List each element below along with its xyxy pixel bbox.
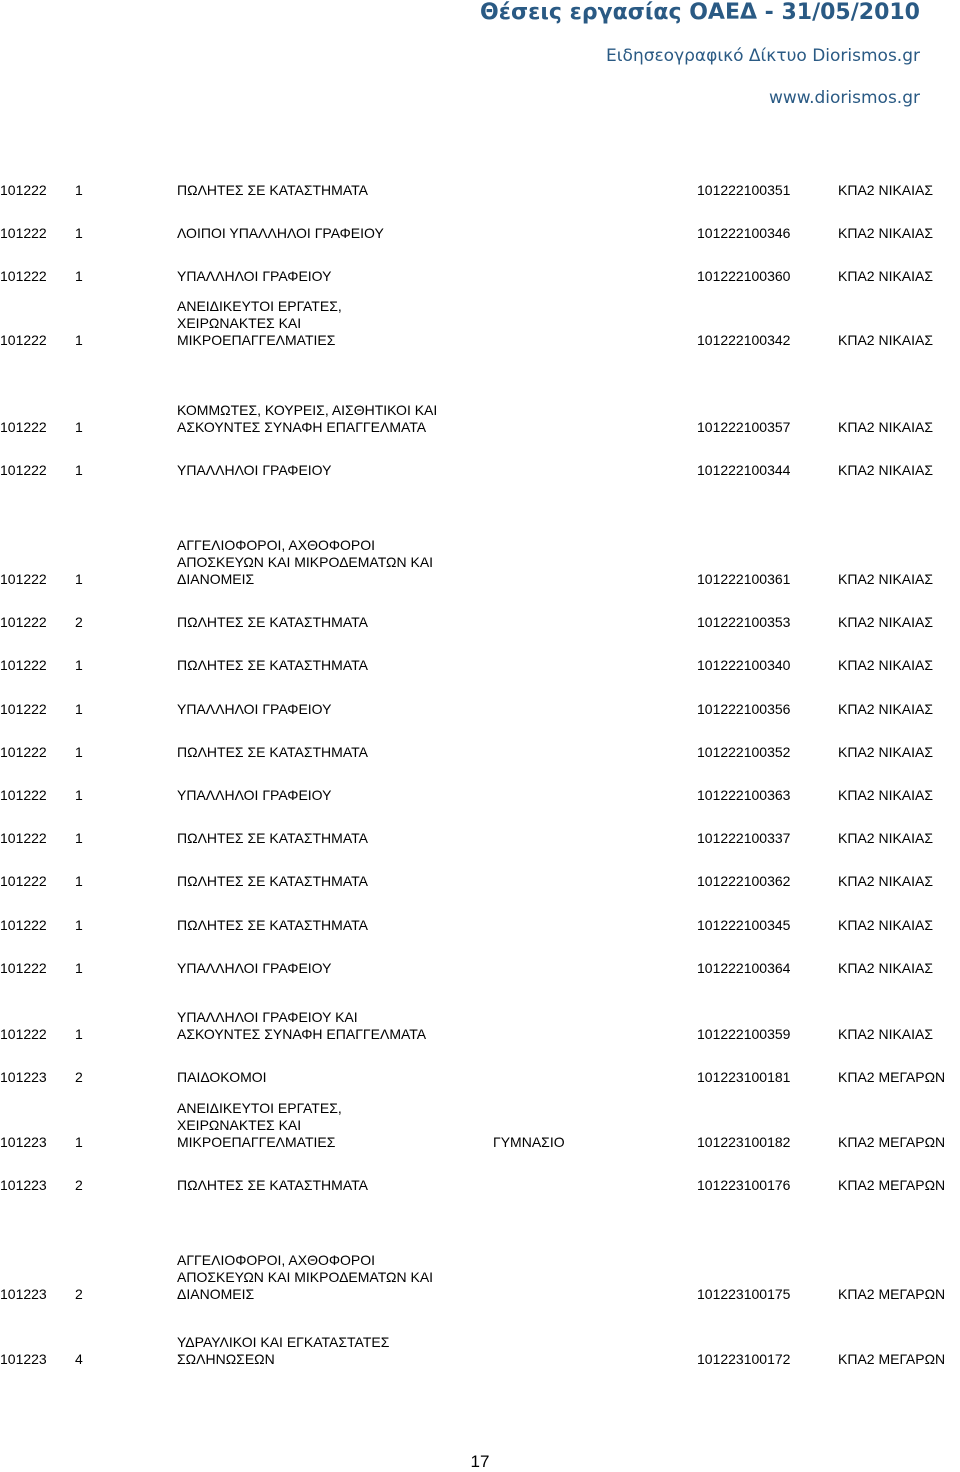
row-id: 101222100340 xyxy=(697,657,791,673)
row-code: 101222 xyxy=(0,960,47,976)
row-code: 101222 xyxy=(0,462,47,478)
row-title xyxy=(177,298,342,349)
row-count: 2 xyxy=(75,1069,83,1085)
row-title-line: ΔΙΑΝΟΜΕΙΣ xyxy=(177,571,255,587)
row-id: 101223100176 xyxy=(697,1177,791,1193)
row-title xyxy=(177,1252,433,1303)
row-title-line: ΧΕΙΡΩΝΑΚΤΕΣ ΚΑΙ xyxy=(177,315,302,331)
row-title-line: ΑΝΕΙΔΙΚΕΥΤΟΙ ΕΡΓΑΤΕΣ, xyxy=(177,298,342,314)
row-title-line: ΔΙΑΝΟΜΕΙΣ xyxy=(177,1286,255,1302)
row-title-line: ΜΙΚΡΟΕΠΑΓΓΕΛΜΑΤΙΕΣ xyxy=(177,1134,336,1150)
row-title-line: ΧΕΙΡΩΝΑΚΤΕΣ ΚΑΙ xyxy=(177,1117,302,1133)
row-office: ΚΠΑ2 ΜΕΓΑΡΩΝ xyxy=(838,1134,946,1150)
row-title-line: ΑΓΓΕΛΙΟΦΟΡΟΙ, ΑΧΘΟΦΟΡΟΙ xyxy=(177,537,376,553)
header-title: Θέσεις εργασίας ΟΑΕΔ - 31/05/2010 xyxy=(480,0,920,25)
row-id: 101222100346 xyxy=(697,225,791,241)
row-title xyxy=(177,1177,368,1194)
row-id: 101222100359 xyxy=(697,1026,791,1042)
table-row xyxy=(0,1026,960,1086)
row-title-line: ΑΠΟΣΚΕΥΩΝ ΚΑΙ ΜΙΚΡΟΔΕΜΑΤΩΝ ΚΑΙ xyxy=(177,554,434,570)
row-title xyxy=(177,462,331,479)
row-count: 1 xyxy=(75,701,83,717)
table-row xyxy=(0,1243,960,1303)
row-code: 101223 xyxy=(0,1286,47,1302)
table-row xyxy=(0,289,960,349)
row-id: 101223100182 xyxy=(697,1134,791,1150)
row-title-line: ΥΠΑΛΛΗΛΟΙ ΓΡΑΦΕΙΟΥ xyxy=(177,787,332,803)
row-id: 101222100362 xyxy=(697,873,791,889)
row-title xyxy=(177,1334,389,1368)
row-code: 101222 xyxy=(0,225,47,241)
row-count: 1 xyxy=(75,917,83,933)
table-row xyxy=(0,419,960,479)
row-title-line: ΠΩΛΗΤΕΣ ΣΕ ΚΑΤΑΣΤΗΜΑΤΑ xyxy=(177,1177,368,1193)
row-office: ΚΠΑ2 ΝΙΚΑΙΑΣ xyxy=(838,657,934,673)
row-id: 101222100364 xyxy=(697,960,791,976)
table-row xyxy=(0,1134,960,1194)
row-title-line: ΑΣΚΟΥΝΤΕΣ ΣΥΝΑΦΗ ΕΠΑΓΓΕΛΜΑΤΑ xyxy=(177,1026,427,1042)
row-office: ΚΠΑ2 ΝΙΚΑΙΑΣ xyxy=(838,701,934,717)
row-code: 101222 xyxy=(0,1026,47,1042)
row-count: 1 xyxy=(75,830,83,846)
row-office: ΚΠΑ2 ΝΙΚΑΙΑΣ xyxy=(838,1026,934,1042)
row-id: 101222100353 xyxy=(697,614,791,630)
table-row xyxy=(0,917,960,977)
row-count: 1 xyxy=(75,182,83,198)
row-office: ΚΠΑ2 ΜΕΓΑΡΩΝ xyxy=(838,1069,946,1085)
row-count: 1 xyxy=(75,571,83,587)
row-count: 1 xyxy=(75,744,83,760)
row-count: 1 xyxy=(75,268,83,284)
row-office: ΚΠΑ2 ΝΙΚΑΙΑΣ xyxy=(838,830,934,846)
row-title-line: ΑΝΕΙΔΙΚΕΥΤΟΙ ΕΡΓΑΤΕΣ, xyxy=(177,1100,342,1116)
row-office: ΚΠΑ2 ΜΕΓΑΡΩΝ xyxy=(838,1351,946,1367)
row-id: 101222100357 xyxy=(697,419,791,435)
row-office: ΚΠΑ2 ΝΙΚΑΙΑΣ xyxy=(838,614,934,630)
header-subtitle: Ειδησεογραφικό Δίκτυο Diorismos.gr xyxy=(606,46,920,66)
row-id: 101223100172 xyxy=(697,1351,791,1367)
row-code: 101222 xyxy=(0,873,47,889)
row-count: 2 xyxy=(75,1177,83,1193)
row-code: 101222 xyxy=(0,332,47,348)
row-office: ΚΠΑ2 ΝΙΚΑΙΑΣ xyxy=(838,419,934,435)
header-url: www.diorismos.gr xyxy=(768,88,920,108)
row-count: 1 xyxy=(75,462,83,478)
row-id: 101222100360 xyxy=(697,268,791,284)
row-id: 101222100345 xyxy=(697,917,791,933)
row-title-line: ΠΩΛΗΤΕΣ ΣΕ ΚΑΤΑΣΤΗΜΑΤΑ xyxy=(177,182,368,198)
row-title xyxy=(177,960,331,977)
row-title xyxy=(177,1069,267,1086)
row-office: ΚΠΑ2 ΝΙΚΑΙΑΣ xyxy=(838,787,934,803)
row-id: 101222100344 xyxy=(697,462,791,478)
row-title-line: ΠΩΛΗΤΕΣ ΣΕ ΚΑΤΑΣΤΗΜΑΤΑ xyxy=(177,657,368,673)
row-count: 2 xyxy=(75,614,83,630)
row-code: 101222 xyxy=(0,614,47,630)
row-title-line: ΜΙΚΡΟΕΠΑΓΓΕΛΜΑΤΙΕΣ xyxy=(177,332,336,348)
row-id: 101222100351 xyxy=(697,182,791,198)
row-office: ΚΠΑ2 ΝΙΚΑΙΑΣ xyxy=(838,332,934,348)
row-code: 101223 xyxy=(0,1351,47,1367)
row-title-line: ΥΠΑΛΛΗΛΟΙ ΓΡΑΦΕΙΟΥ ΚΑΙ xyxy=(177,1009,358,1025)
row-title-line: ΥΠΑΛΛΗΛΟΙ ΓΡΑΦΕΙΟΥ xyxy=(177,701,332,717)
page-number: 17 xyxy=(470,1452,490,1471)
row-office: ΚΠΑ2 ΝΙΚΑΙΑΣ xyxy=(838,571,934,587)
row-count: 1 xyxy=(75,225,83,241)
row-id: 101223100175 xyxy=(697,1286,791,1302)
row-title-line: ΥΠΑΛΛΗΛΟΙ ΓΡΑΦΕΙΟΥ xyxy=(177,462,332,478)
row-count: 1 xyxy=(75,1026,83,1042)
row-code: 101222 xyxy=(0,830,47,846)
row-count: 1 xyxy=(75,332,83,348)
row-office: ΚΠΑ2 ΜΕΓΑΡΩΝ xyxy=(838,1177,946,1193)
row-code: 101223 xyxy=(0,1134,47,1150)
row-id: 101222100356 xyxy=(697,701,791,717)
row-count: 1 xyxy=(75,873,83,889)
row-id: 101222100342 xyxy=(697,332,791,348)
row-title-line: ΣΩΛΗΝΩΣΕΩΝ xyxy=(177,1351,275,1367)
row-title-line: ΠΩΛΗΤΕΣ ΣΕ ΚΑΤΑΣΤΗΜΑΤΑ xyxy=(177,917,368,933)
row-office: ΚΠΑ2 ΝΙΚΑΙΑΣ xyxy=(838,268,934,284)
row-office: ΚΠΑ2 ΝΙΚΑΙΑΣ xyxy=(838,225,934,241)
row-code: 101223 xyxy=(0,1069,47,1085)
row-id: 101222100352 xyxy=(697,744,791,760)
row-title-line: ΠΩΛΗΤΕΣ ΣΕ ΚΑΤΑΣΤΗΜΑΤΑ xyxy=(177,614,368,630)
row-office: ΚΠΑ2 ΝΙΚΑΙΑΣ xyxy=(838,960,934,976)
row-office: ΚΠΑ2 ΝΙΚΑΙΑΣ xyxy=(838,917,934,933)
row-code: 101223 xyxy=(0,1177,47,1193)
row-count: 1 xyxy=(75,787,83,803)
row-title-line: ΠΩΛΗΤΕΣ ΣΕ ΚΑΤΑΣΤΗΜΑΤΑ xyxy=(177,830,368,846)
row-count: 1 xyxy=(75,960,83,976)
row-id: 101222100337 xyxy=(697,830,791,846)
row-code: 101222 xyxy=(0,787,47,803)
row-count: 4 xyxy=(75,1351,83,1367)
row-note: ΓΥΜΝΑΣΙΟ xyxy=(493,1134,565,1150)
row-code: 101222 xyxy=(0,571,47,587)
row-title-line: ΑΓΓΕΛΙΟΦΟΡΟΙ, ΑΧΘΟΦΟΡΟΙ xyxy=(177,1252,376,1268)
row-id: 101223100181 xyxy=(697,1069,791,1085)
row-code: 101222 xyxy=(0,182,47,198)
row-count: 1 xyxy=(75,657,83,673)
row-code: 101222 xyxy=(0,917,47,933)
row-count: 1 xyxy=(75,1134,83,1150)
row-office: ΚΠΑ2 ΜΕΓΑΡΩΝ xyxy=(838,1286,946,1302)
row-code: 101222 xyxy=(0,744,47,760)
row-title-line: ΠΩΛΗΤΕΣ ΣΕ ΚΑΤΑΣΤΗΜΑΤΑ xyxy=(177,744,368,760)
row-count: 2 xyxy=(75,1286,83,1302)
row-title-line: ΛΟΙΠΟΙ ΥΠΑΛΛΗΛΟΙ ΓΡΑΦΕΙΟΥ xyxy=(177,225,384,241)
row-code: 101222 xyxy=(0,657,47,673)
table-row xyxy=(0,1308,960,1368)
row-office: ΚΠΑ2 ΝΙΚΑΙΑΣ xyxy=(838,873,934,889)
row-office: ΚΠΑ2 ΝΙΚΑΙΑΣ xyxy=(838,462,934,478)
row-code: 101222 xyxy=(0,701,47,717)
row-title-line: ΑΠΟΣΚΕΥΩΝ ΚΑΙ ΜΙΚΡΟΔΕΜΑΤΩΝ ΚΑΙ xyxy=(177,1269,434,1285)
row-id: 101222100361 xyxy=(697,571,791,587)
row-title-line: ΥΔΡΑΥΛΙΚΟΙ ΚΑΙ ΕΓΚΑΤΑΣΤΑΤΕΣ xyxy=(177,1334,390,1350)
row-office: ΚΠΑ2 ΝΙΚΑΙΑΣ xyxy=(838,182,934,198)
row-count: 1 xyxy=(75,419,83,435)
row-id: 101222100363 xyxy=(697,787,791,803)
row-office: ΚΠΑ2 ΝΙΚΑΙΑΣ xyxy=(838,744,934,760)
row-code: 101222 xyxy=(0,268,47,284)
row-title-line: ΥΠΑΛΛΗΛΟΙ ΓΡΑΦΕΙΟΥ xyxy=(177,268,332,284)
row-code: 101222 xyxy=(0,419,47,435)
row-title-line: ΑΣΚΟΥΝΤΕΣ ΣΥΝΑΦΗ ΕΠΑΓΓΕΛΜΑΤΑ xyxy=(177,419,427,435)
row-title-line: ΚΟΜΜΩΤΕΣ, ΚΟΥΡΕΙΣ, ΑΙΣΘΗΤΙΚΟΙ ΚΑΙ xyxy=(177,402,438,418)
table-row xyxy=(0,225,960,285)
row-title-line: ΠΩΛΗΤΕΣ ΣΕ ΚΑΤΑΣΤΗΜΑΤΑ xyxy=(177,873,368,889)
row-title xyxy=(177,268,331,285)
row-title-line: ΠΑΙΔΟΚΟΜΟΙ xyxy=(177,1069,267,1085)
row-title-line: ΥΠΑΛΛΗΛΟΙ ΓΡΑΦΕΙΟΥ xyxy=(177,960,332,976)
